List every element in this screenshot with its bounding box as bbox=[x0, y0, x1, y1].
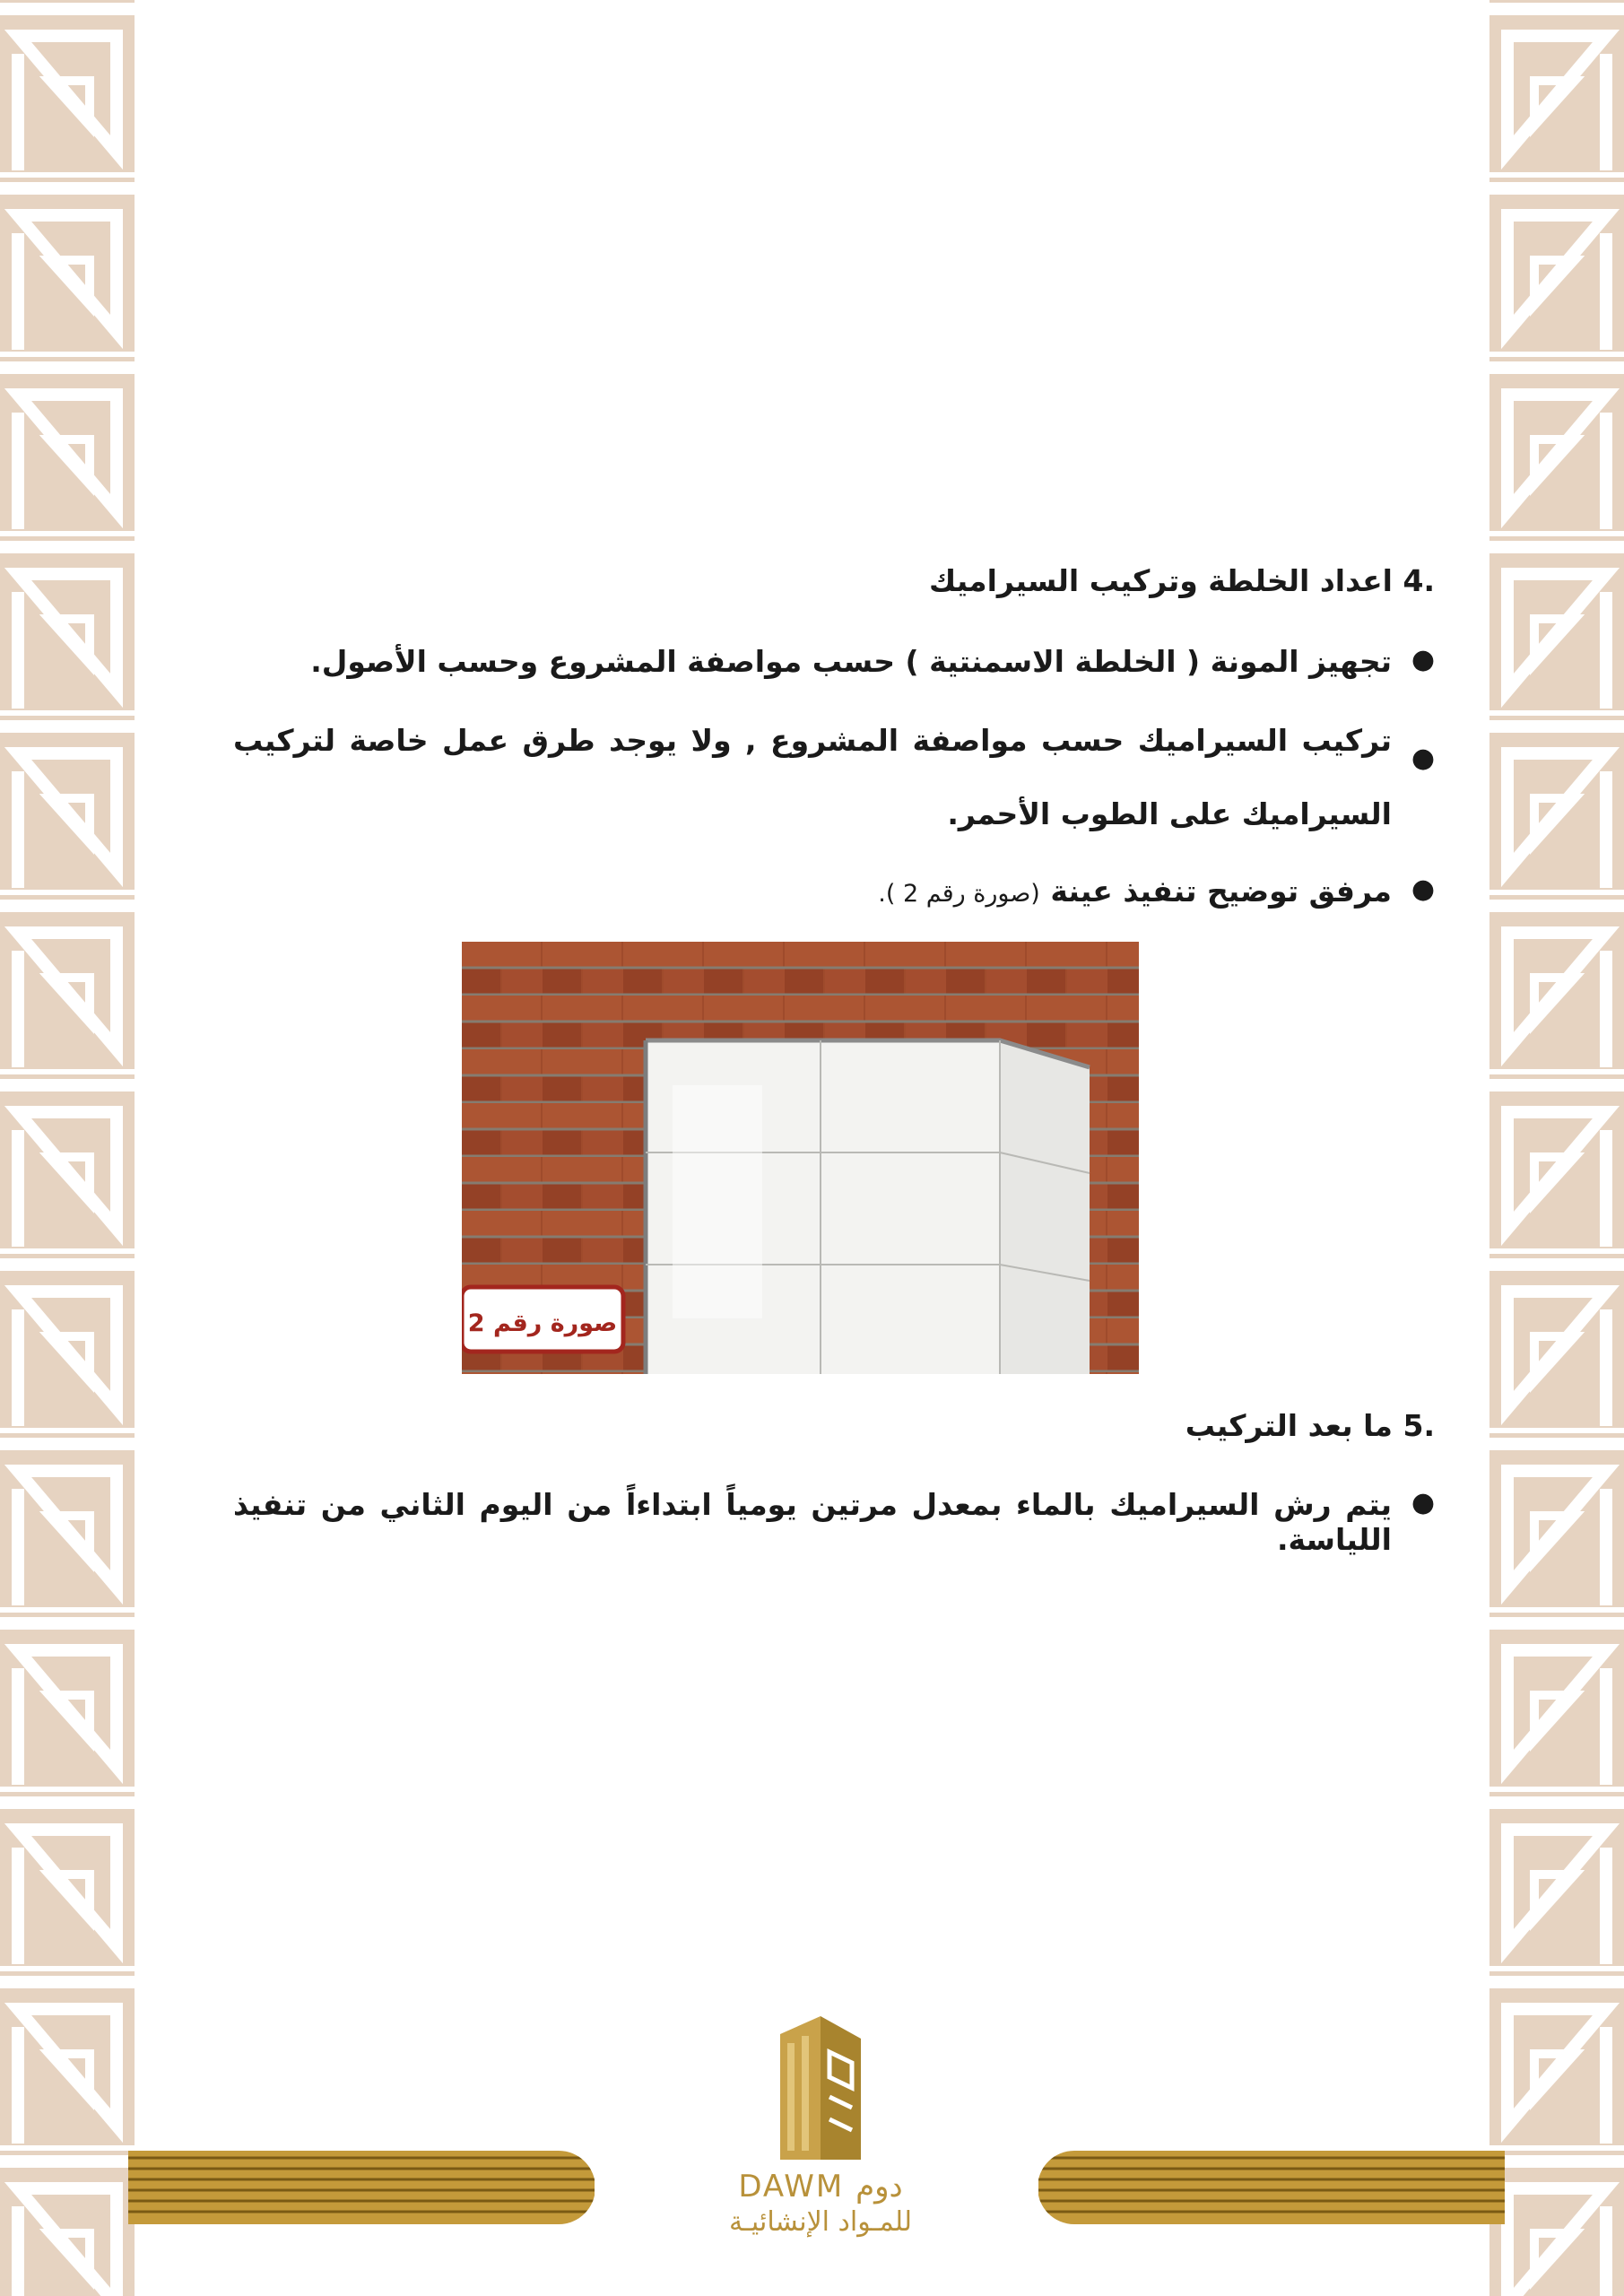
logo-arabic-text: للمـواد الإنشائيـة bbox=[729, 2206, 912, 2238]
section-4-title: اعداد الخلطة وتركيب السيراميك bbox=[928, 563, 1393, 598]
bullet-dot: ● bbox=[1411, 1487, 1435, 1518]
bullet-dot: ● bbox=[1411, 743, 1435, 774]
section-4-heading bbox=[929, 563, 1435, 598]
footer-bar-left bbox=[128, 2151, 595, 2224]
bullet-text: تركيب السيراميك حسب مواصفة المشروع , ولا يوجد طرق عمل خاصة لتركيب السيراميك على الطوب الأحمر. bbox=[233, 723, 1392, 831]
logo-building-icon bbox=[708, 2007, 933, 2160]
bullet-dot: ● bbox=[1411, 644, 1435, 675]
document-body bbox=[233, 0, 1435, 2296]
bullet-text: تجهيز المونة ( الخلطة الاسمنتية ) حسب مواصفة المشروع وحسب الأصول. bbox=[310, 644, 1392, 679]
bullet-text: مرفق توضيح تنفيذ عينة bbox=[1050, 874, 1392, 909]
bullet-text: يتم رش السيراميك بالماء بمعدل مرتين يومياً ابتداءاً من اليوم الثاني من تنفيذ اللياسة. bbox=[233, 1487, 1392, 1557]
bullet-ceramic-install bbox=[233, 704, 1435, 851]
footer-bar-right bbox=[1038, 2151, 1505, 2224]
section-5-number: .5 bbox=[1403, 1408, 1435, 1443]
company-logo bbox=[708, 2007, 933, 2267]
section-4-number: .4 bbox=[1403, 563, 1435, 598]
bullet-dot: ● bbox=[1411, 874, 1435, 905]
bullet-reference: (صورة رقم 2 ). bbox=[878, 880, 1040, 908]
bullet-water-spray bbox=[233, 1487, 1435, 1557]
photo-caption: صورة رقم 2 bbox=[467, 1309, 618, 1337]
section-5-heading bbox=[1185, 1408, 1435, 1443]
bullet-mortar-prep bbox=[233, 644, 1435, 679]
section-5-title: ما بعد التركيب bbox=[1185, 1408, 1393, 1443]
logo-latin-text: DAWM دوم bbox=[738, 2169, 903, 2205]
bullet-sample-photo bbox=[233, 874, 1435, 909]
right-decorative-border bbox=[1489, 0, 1624, 2296]
left-decorative-border bbox=[0, 0, 135, 2296]
